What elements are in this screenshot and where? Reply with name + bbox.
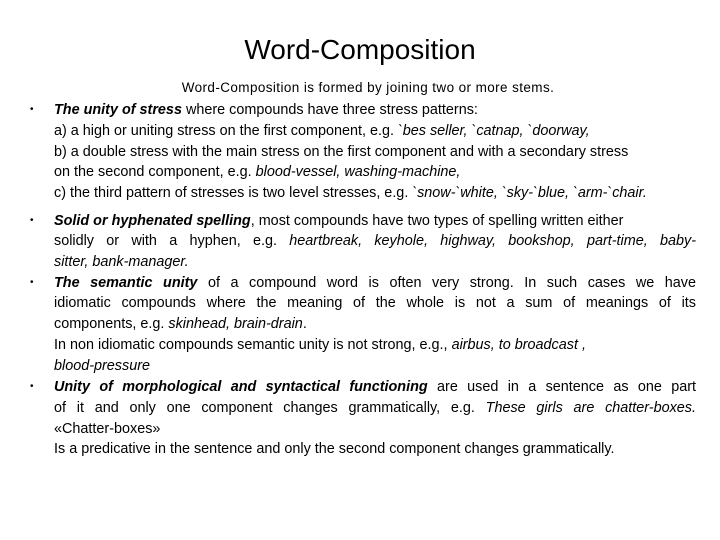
text-line [54,100,696,120]
example-text: blood-vessel, washing-machine, [255,164,461,180]
text-segment: b) a double stress with the main stress on the first component and with a secondary stress [54,144,629,160]
text-segment: of it and only one component changes grammatically, e.g. [54,400,486,416]
text-segment: components, e.g. [54,316,169,332]
text-line [54,356,696,376]
bold-heading-text: Solid or hyphenated spelling [54,213,251,229]
text-segment: . [302,316,307,332]
example-text: These girls are chatter-boxes. [485,400,697,416]
text-segment: In non idiomatic compounds semantic unity is not strong, e.g., [54,337,452,353]
text-line [54,252,696,272]
text-line [54,162,696,182]
example-text: `snow-`white, `sky-`blue, `arm-`chair. [412,185,647,201]
bold-heading-text: Unity of morphological and syntactical functioning [54,379,428,395]
text-line [54,377,696,397]
text-line [54,439,696,459]
text-line [54,398,696,418]
example-text: sitter, bank-manager. [54,254,189,270]
page-subtitle: Word-Composition is formed by joining two or more stems. [181,80,555,95]
text-line [54,293,696,313]
example-text: `bes seller, `catnap, `doorway, [397,123,590,139]
text-segment: , most compounds have two types of spelling written either [250,213,624,229]
text-line [54,142,696,162]
text-line [54,335,696,355]
example-text: airbus, to broadcast , [451,337,586,353]
text-segment: a) a high or uniting stress on the first component, e.g. [54,123,398,139]
text-segment: on the second component, e.g. [54,164,256,180]
bullet-marker: • [30,277,34,288]
text-segment: Is a predicative in the sentence and only the second component changes grammatically. [54,441,615,457]
bold-heading-text: The unity of stress [54,102,182,118]
text-line [54,231,696,251]
text-segment: «Chatter-boxes» [54,421,161,437]
example-text: skinhead, brain-drain [168,316,303,332]
text-line [54,211,696,231]
text-line [54,419,696,439]
bullet-marker: • [30,104,34,115]
text-segment: idiomatic compounds where the meaning of the whole is not a sum of meanings of its [54,295,696,311]
example-text: heartbreak, keyhole, highway, bookshop, part-time, baby- [289,233,696,249]
text-line [54,314,696,334]
text-line [54,183,696,203]
page-title: Word-Composition [244,34,476,65]
bullet-marker: • [30,215,34,226]
text-line [54,121,696,141]
text-line [54,273,696,293]
bold-heading-text: The semantic unity [54,275,198,291]
example-text: blood-pressure [54,358,150,374]
text-segment: of a compound word is often very strong. In such cases we have [197,275,696,291]
text-segment: c) the third pattern of stresses is two level stresses, e.g. [54,185,413,201]
bullet-marker: • [30,381,34,392]
text-segment: are used in a sentence as one part [427,379,696,395]
text-segment: solidly or with a hyphen, e.g. [54,233,290,249]
text-segment: where compounds have three stress patterns: [181,102,478,118]
